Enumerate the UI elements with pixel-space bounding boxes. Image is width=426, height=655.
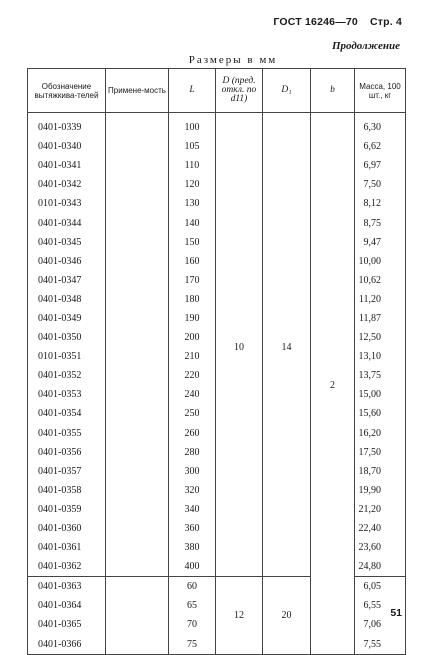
table-row (28, 118, 406, 137)
mass-cell: 17,50 (355, 443, 406, 462)
applicability-cell (106, 252, 169, 271)
page-label: Стр. 4 (369, 16, 402, 28)
designation-cell: 0401-0347 (28, 271, 106, 290)
designation-cell: 0401-0354 (28, 404, 106, 423)
length-cell: 240 (169, 385, 216, 404)
designation-cell: 0401-0365 (28, 615, 106, 634)
mass-cell: 24,80 (355, 557, 406, 577)
designation-cell: 0401-0353 (28, 385, 106, 404)
applicability-cell (106, 615, 169, 634)
mass-cell: 23,60 (355, 538, 406, 557)
applicability-cell (106, 175, 169, 194)
designation-cell: 0401-0364 (28, 596, 106, 615)
designation-cell: 0401-0366 (28, 635, 106, 655)
length-cell: 200 (169, 328, 216, 347)
table-body (28, 113, 406, 655)
col-l: L (169, 69, 216, 113)
designation-cell: 0401-0357 (28, 462, 106, 481)
page-header (273, 16, 402, 28)
col-b: b (311, 69, 355, 113)
continuation-label: Продолжение (331, 40, 400, 52)
length-cell: 380 (169, 538, 216, 557)
mass-cell: 18,70 (355, 462, 406, 481)
designation-cell: 0401-0339 (28, 118, 106, 137)
length-cell: 210 (169, 347, 216, 366)
mass-cell: 22,40 (355, 519, 406, 538)
applicability-cell (106, 137, 169, 156)
dimensions-table (27, 68, 406, 655)
length-cell: 250 (169, 404, 216, 423)
applicability-cell (106, 213, 169, 232)
mass-cell: 7,06 (355, 615, 406, 634)
length-cell: 220 (169, 366, 216, 385)
col-d1: D₁ (263, 69, 311, 113)
designation-cell: 0401-0342 (28, 175, 106, 194)
length-cell: 190 (169, 309, 216, 328)
mass-cell: 6,62 (355, 137, 406, 156)
mass-cell: 12,50 (355, 328, 406, 347)
mass-cell: 10,62 (355, 271, 406, 290)
mass-cell: 13,75 (355, 366, 406, 385)
length-cell: 105 (169, 137, 216, 156)
applicability-cell (106, 233, 169, 252)
mass-cell: 10,00 (355, 252, 406, 271)
length-cell: 340 (169, 500, 216, 519)
diameter1-cell: 20 (263, 577, 311, 654)
diameter-cell: 10 (216, 118, 263, 577)
designation-cell: 0401-0349 (28, 309, 106, 328)
designation-cell: 0401-0348 (28, 290, 106, 309)
applicability-cell (106, 462, 169, 481)
applicability-cell (106, 118, 169, 137)
applicability-cell (106, 385, 169, 404)
applicability-cell (106, 500, 169, 519)
mass-cell: 21,20 (355, 500, 406, 519)
length-cell: 140 (169, 213, 216, 232)
col-applicability: Примене-мость (106, 69, 169, 113)
mass-cell: 11,20 (355, 290, 406, 309)
mass-cell: 8,12 (355, 194, 406, 213)
length-cell: 150 (169, 233, 216, 252)
length-cell: 400 (169, 557, 216, 577)
mass-cell: 11,87 (355, 309, 406, 328)
applicability-cell (106, 443, 169, 462)
applicability-cell (106, 577, 169, 597)
length-cell: 75 (169, 635, 216, 655)
mass-cell: 6,30 (355, 118, 406, 137)
applicability-cell (106, 347, 169, 366)
mass-cell: 6,55 (355, 596, 406, 615)
mass-cell: 6,05 (355, 577, 406, 597)
applicability-cell (106, 557, 169, 577)
applicability-cell (106, 309, 169, 328)
designation-cell: 0401-0344 (28, 213, 106, 232)
designation-cell: 0101-0351 (28, 347, 106, 366)
mass-cell: 8,75 (355, 213, 406, 232)
designation-cell: 0401-0358 (28, 481, 106, 500)
mass-cell: 6,97 (355, 156, 406, 175)
applicability-cell (106, 404, 169, 423)
designation-cell: 0401-0359 (28, 500, 106, 519)
designation-cell: 0401-0352 (28, 366, 106, 385)
sizes-caption: Размеры в мм (188, 54, 278, 66)
mass-cell: 13,10 (355, 347, 406, 366)
length-cell: 260 (169, 424, 216, 443)
mass-cell: 7,50 (355, 175, 406, 194)
mass-cell: 15,60 (355, 404, 406, 423)
length-cell: 180 (169, 290, 216, 309)
applicability-cell (106, 635, 169, 655)
length-cell: 320 (169, 481, 216, 500)
length-cell: 280 (169, 443, 216, 462)
length-cell: 60 (169, 577, 216, 597)
mass-cell: 7,55 (355, 635, 406, 655)
diameter-cell: 12 (216, 577, 263, 654)
applicability-cell (106, 328, 169, 347)
mass-cell: 16,20 (355, 424, 406, 443)
designation-cell: 0401-0360 (28, 519, 106, 538)
mass-cell: 15,00 (355, 385, 406, 404)
applicability-cell (106, 271, 169, 290)
length-cell: 130 (169, 194, 216, 213)
designation-cell: 0401-0346 (28, 252, 106, 271)
designation-cell: 0401-0361 (28, 538, 106, 557)
applicability-cell (106, 596, 169, 615)
col-mass: Масса, 100 шт., кг (355, 69, 406, 113)
applicability-cell (106, 424, 169, 443)
length-cell: 70 (169, 615, 216, 634)
applicability-cell (106, 194, 169, 213)
length-cell: 300 (169, 462, 216, 481)
applicability-cell (106, 481, 169, 500)
b-cell: 2 (311, 118, 355, 654)
standard-number: ГОСТ 16246—70 (273, 16, 358, 28)
mass-cell: 9,47 (355, 233, 406, 252)
designation-cell: 0401-0345 (28, 233, 106, 252)
length-cell: 360 (169, 519, 216, 538)
applicability-cell (106, 538, 169, 557)
applicability-cell (106, 366, 169, 385)
applicability-cell (106, 156, 169, 175)
length-cell: 100 (169, 118, 216, 137)
designation-cell: 0401-0340 (28, 137, 106, 156)
length-cell: 120 (169, 175, 216, 194)
designation-cell: 0401-0363 (28, 577, 106, 597)
designation-cell: 0401-0350 (28, 328, 106, 347)
page-number: 51 (390, 607, 402, 619)
applicability-cell (106, 290, 169, 309)
col-d: D (пред. откл. по d11) (216, 69, 263, 113)
designation-cell: 0401-0355 (28, 424, 106, 443)
designation-cell: 0101-0343 (28, 194, 106, 213)
length-cell: 110 (169, 156, 216, 175)
diameter1-cell: 14 (263, 118, 311, 577)
length-cell: 65 (169, 596, 216, 615)
applicability-cell (106, 519, 169, 538)
mass-cell: 19,90 (355, 481, 406, 500)
table-header-row (28, 69, 406, 113)
length-cell: 160 (169, 252, 216, 271)
designation-cell: 0401-0356 (28, 443, 106, 462)
designation-cell: 0401-0341 (28, 156, 106, 175)
length-cell: 170 (169, 271, 216, 290)
designation-cell: 0401-0362 (28, 557, 106, 577)
col-designation: Обозначение вытяжкива-телей (28, 69, 106, 113)
